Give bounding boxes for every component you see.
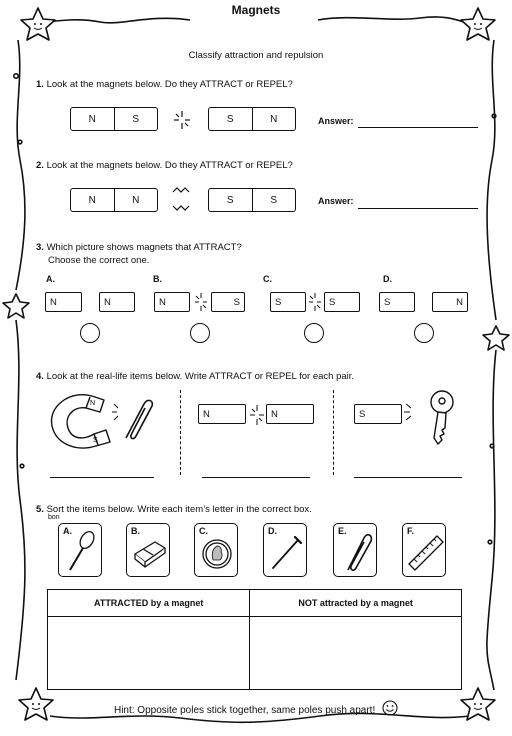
question-text: Look at the magnets below. Do they ATTRACT or REPEL?: [46, 160, 293, 171]
option-label-a: A.: [46, 274, 55, 284]
question-3: [36, 241, 242, 267]
question-text: Which picture shows magnets that ATTRACT?: [46, 242, 242, 253]
attract-sparks-icon: [248, 404, 266, 426]
answer-circle-b[interactable]: [190, 323, 210, 343]
option-label-c: C.: [263, 274, 272, 284]
answer-line-q4-b[interactable]: [202, 477, 310, 478]
ruler-icon: [403, 524, 447, 578]
answer-label: Answer:: [318, 116, 354, 126]
answer-box-attracted[interactable]: [48, 617, 250, 690]
question-4: [36, 370, 354, 383]
magnet-q4-middle-left: N: [198, 404, 246, 424]
pole-label: S: [252, 189, 296, 211]
spoon-icon: [59, 524, 103, 578]
question-number: 4.: [36, 371, 44, 382]
pole-label: N: [88, 194, 96, 206]
answer-circle-c[interactable]: [304, 323, 324, 343]
column-header-attracted: ATTRACTED by a magnet: [48, 590, 250, 617]
pole-label: N: [90, 400, 96, 407]
item-card-c: [194, 523, 238, 577]
answer-line-q2[interactable]: [358, 208, 478, 209]
attract-sparks-icon: [171, 110, 193, 130]
item-card-b: [126, 523, 170, 577]
answer-circle-d[interactable]: [414, 323, 434, 343]
question-number: 5.: [36, 504, 44, 515]
magnet-c-left: S: [270, 292, 306, 312]
column-header-not-attracted: NOT attracted by a magnet: [250, 590, 462, 617]
smiley-icon: [382, 700, 398, 716]
option-label-b: B.: [153, 274, 162, 284]
question-text: Sort the items below. Write each item’s letter in the correct box.: [46, 504, 312, 515]
attract-sparks-icon: [307, 292, 323, 312]
coin-icon: [195, 524, 239, 578]
item-label: A.: [63, 526, 72, 536]
horseshoe-magnet-paperclip-icon: [46, 390, 162, 450]
magnet-q1-left: [70, 107, 158, 131]
question-number: 2.: [36, 160, 44, 171]
question-1: [36, 78, 293, 91]
eraser-icon: [127, 524, 171, 578]
item-label: E.: [338, 526, 347, 536]
option-label-d: D.: [383, 274, 392, 284]
item-card-a: [58, 523, 102, 577]
pole-label: N: [252, 108, 296, 130]
pole-label: S: [226, 194, 234, 206]
divider: [333, 390, 334, 475]
answer-line-q1[interactable]: [358, 127, 478, 128]
magnet-q1-right: [208, 107, 296, 131]
magnet-q2-left: [70, 188, 158, 212]
question-number: 1.: [36, 79, 44, 90]
hint: [0, 700, 512, 716]
hint-text: Hint: Opposite poles stick together, same poles push apart!: [113, 705, 376, 716]
magnet-q2-right: [208, 188, 296, 212]
question-number: 3.: [36, 242, 44, 253]
page-title: Magnets: [231, 3, 281, 17]
answer-label: Answer:: [318, 196, 354, 206]
paperclip-icon: [334, 524, 378, 578]
sorting-table: [47, 589, 462, 690]
pole-label: S: [93, 437, 98, 444]
magnet-a-left: N: [45, 292, 82, 312]
star-icon-left: [3, 294, 29, 318]
answer-line-q4-a[interactable]: [50, 477, 154, 478]
pole-label: S: [226, 113, 234, 125]
repel-zigzag-icon: [171, 186, 193, 212]
star-icon-right: [483, 326, 509, 350]
magnet-a-right: N: [99, 292, 135, 312]
magnet-q4-right: S: [354, 404, 402, 424]
pole-label: N: [88, 113, 96, 125]
item-label: C.: [199, 526, 208, 536]
answer-circle-a[interactable]: [80, 323, 100, 343]
item-card-f: [402, 523, 446, 577]
magnet-d-right: N: [432, 292, 468, 312]
question-5: [36, 503, 312, 516]
attract-sparks-icon: [193, 292, 209, 312]
stray-text: bon: [48, 514, 60, 521]
magnet-d-left: S: [379, 292, 415, 312]
nail-icon: [264, 524, 308, 578]
pole-label: S: [114, 108, 158, 130]
divider: [180, 390, 181, 475]
item-label: F.: [407, 526, 415, 536]
page-subtitle: Classify attraction and repulsion: [188, 50, 324, 61]
magnet-b-right: S: [211, 292, 245, 312]
item-card-e: [333, 523, 377, 577]
answer-line-q4-c[interactable]: [354, 477, 462, 478]
magnet-key-icon: [402, 388, 468, 448]
item-card-d: [263, 523, 307, 577]
item-label: B.: [131, 526, 140, 536]
question-2: [36, 159, 293, 172]
magnet-b-left: N: [154, 292, 190, 312]
magnet-c-right: S: [324, 292, 360, 312]
question-text: Look at the magnets below. Do they ATTRACT or REPEL?: [46, 79, 293, 90]
magnet-q4-middle-right: N: [266, 404, 314, 424]
answer-box-not-attracted[interactable]: [250, 617, 462, 690]
question-instruction: Choose the correct one.: [48, 255, 150, 266]
item-label: D.: [268, 526, 277, 536]
pole-label: N: [114, 189, 158, 211]
question-text: Look at the real-life items below. Write ATTRACT or REPEL for each pair.: [46, 371, 355, 382]
